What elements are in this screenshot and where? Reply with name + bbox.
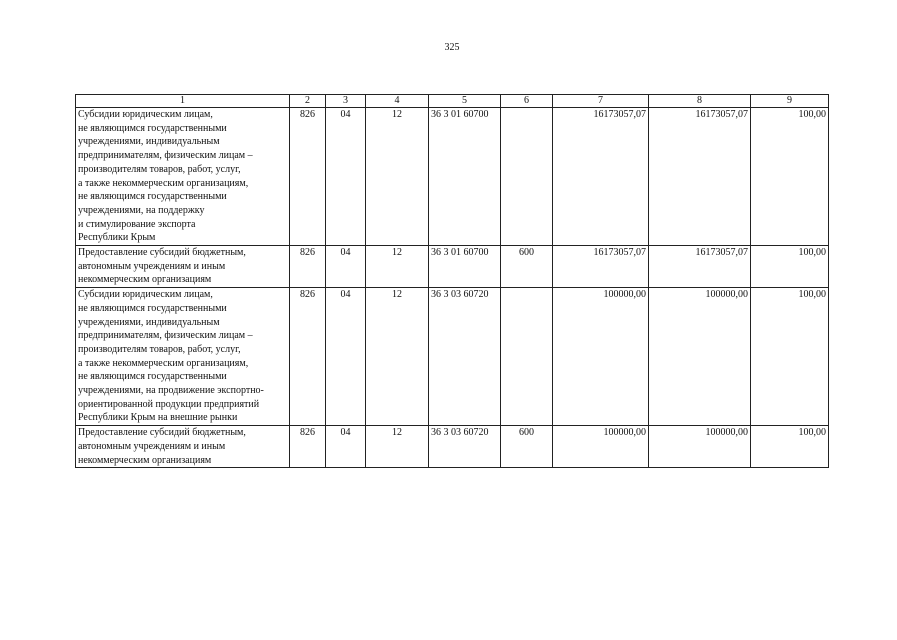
description-line: некоммерческим организациям xyxy=(78,274,212,286)
column-header: 7 xyxy=(553,95,649,108)
column-header: 2 xyxy=(290,95,326,108)
target-article-cell: 36 3 03 60720 xyxy=(429,288,501,426)
approved-amount-cell: 16173057,07 xyxy=(553,108,649,246)
header-row xyxy=(76,95,829,108)
description-line: предпринимателям, физическим лицам – xyxy=(78,330,253,342)
expense-type-cell: 600 xyxy=(501,426,553,468)
executed-amount-cell: 16173057,07 xyxy=(649,246,751,288)
expense-type-cell xyxy=(501,108,553,246)
row-description xyxy=(76,246,290,288)
description-line: Республики Крым на внешние рынки xyxy=(78,412,238,424)
executed-amount-cell: 16173057,07 xyxy=(649,108,751,246)
description-line: а также некоммерческим организациям, xyxy=(78,357,249,369)
execution-percent-cell: 100,00 xyxy=(751,108,829,246)
page-number: 325 xyxy=(444,42,460,53)
description-line: не являющимся государственными xyxy=(78,302,227,314)
description-line: Субсидии юридическим лицам, xyxy=(78,289,213,301)
column-header: 9 xyxy=(751,95,829,108)
execution-percent-cell: 100,00 xyxy=(751,426,829,468)
column-header: 6 xyxy=(501,95,553,108)
section-code-cell: 04 xyxy=(326,108,366,246)
expense-type-cell xyxy=(501,288,553,426)
approved-amount-cell: 100000,00 xyxy=(553,288,649,426)
description-line: и стимулирование экспорта xyxy=(78,218,196,230)
description-line: не являющимся государственными xyxy=(78,371,227,383)
target-article-cell: 36 3 01 60700 xyxy=(429,108,501,246)
description-line: производителям товаров, работ, услуг, xyxy=(78,343,241,355)
subsection-code-cell: 12 xyxy=(366,108,429,246)
column-header: 4 xyxy=(366,95,429,108)
approved-amount-cell: 16173057,07 xyxy=(553,246,649,288)
executed-amount-cell: 100000,00 xyxy=(649,288,751,426)
description-line: автономным учреждениям и иным xyxy=(78,260,226,272)
budget-table xyxy=(75,94,829,468)
section-code-cell: 04 xyxy=(326,426,366,468)
glava-code-cell: 826 xyxy=(290,426,326,468)
description-line: а также некоммерческим организациям, xyxy=(78,177,249,189)
description-line: учреждениями, индивидуальным xyxy=(78,136,220,148)
approved-amount-cell: 100000,00 xyxy=(553,426,649,468)
column-header: 5 xyxy=(429,95,501,108)
table-row xyxy=(76,246,829,288)
description-line: предпринимателям, физическим лицам – xyxy=(78,150,253,162)
subsection-code-cell: 12 xyxy=(366,246,429,288)
description-line: Предоставление субсидий бюджетным, xyxy=(78,247,246,259)
column-header: 3 xyxy=(326,95,366,108)
glava-code-cell: 826 xyxy=(290,288,326,426)
column-header: 8 xyxy=(649,95,751,108)
description-line: не являющимся государственными xyxy=(78,122,227,134)
row-description xyxy=(76,108,290,246)
table-row xyxy=(76,288,829,426)
description-line: ориентированной продукции предприятий xyxy=(78,398,260,410)
table-body xyxy=(76,108,829,468)
description-line: автономным учреждениям и иным xyxy=(78,440,226,452)
description-line: не являющимся государственными xyxy=(78,191,227,203)
expense-type-cell: 600 xyxy=(501,246,553,288)
row-description xyxy=(76,288,290,426)
description-line: учреждениями, на продвижение экспортно- xyxy=(78,385,264,397)
section-code-cell: 04 xyxy=(326,246,366,288)
description-line: Субсидии юридическим лицам, xyxy=(78,109,213,120)
executed-amount-cell: 100000,00 xyxy=(649,426,751,468)
description-line: производителям товаров, работ, услуг, xyxy=(78,163,241,175)
row-description xyxy=(76,426,290,468)
description-line: учреждениями, на поддержку xyxy=(78,204,205,216)
target-article-cell: 36 3 03 60720 xyxy=(429,426,501,468)
section-code-cell: 04 xyxy=(326,288,366,426)
column-header: 1 xyxy=(76,95,290,108)
table-row xyxy=(76,108,829,246)
subsection-code-cell: 12 xyxy=(366,426,429,468)
description-line: некоммерческим организациям xyxy=(78,454,212,466)
glava-code-cell: 826 xyxy=(290,108,326,246)
description-line: Республики Крым xyxy=(78,232,156,244)
description-line: Предоставление субсидий бюджетным, xyxy=(78,427,246,439)
subsection-code-cell: 12 xyxy=(366,288,429,426)
execution-percent-cell: 100,00 xyxy=(751,288,829,426)
target-article-cell: 36 3 01 60700 xyxy=(429,246,501,288)
glava-code-cell: 826 xyxy=(290,246,326,288)
description-line: учреждениями, индивидуальным xyxy=(78,316,220,328)
execution-percent-cell: 100,00 xyxy=(751,246,829,288)
table-row xyxy=(76,426,829,468)
